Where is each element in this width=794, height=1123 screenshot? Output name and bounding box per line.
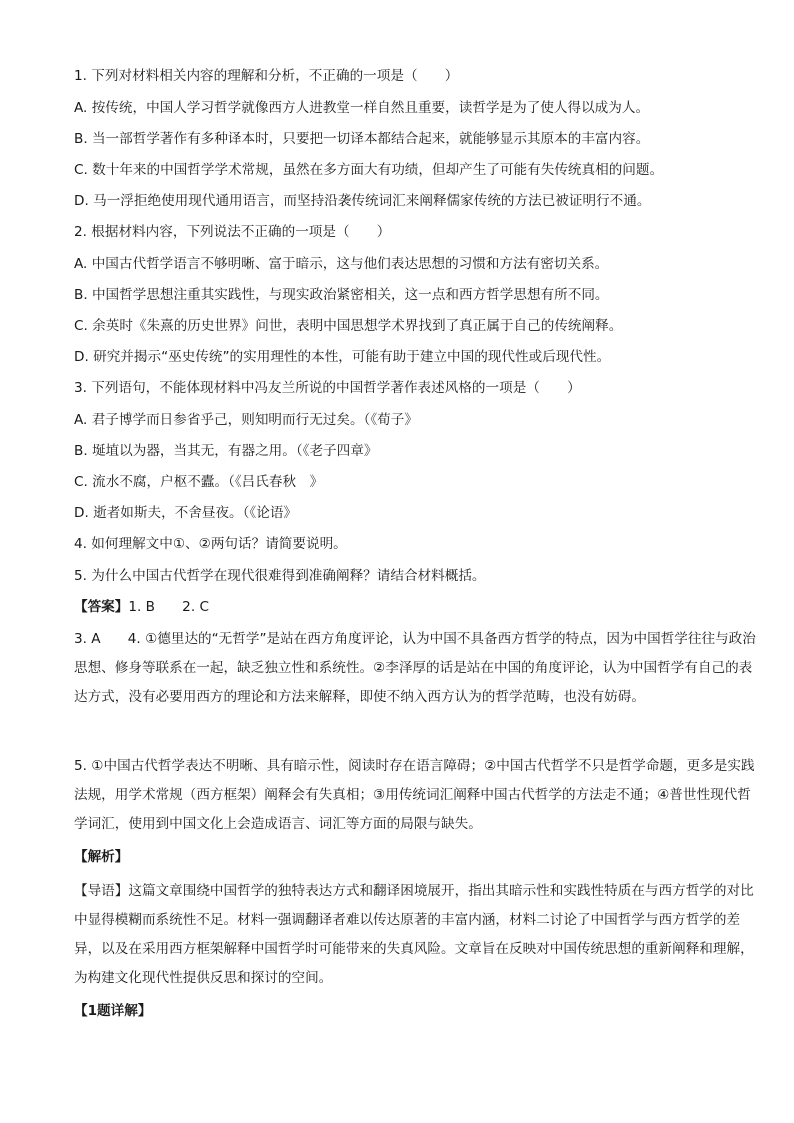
question-3-option-a: A. 君子博学而日参省乎己，则知明而行无过矣。（《荀子》 [74,412,418,428]
answer-5: 5. ①中国古代哲学表达不明晰、具有暗示性，阅读时存在语言障碍；②中国古代哲学不只是哲学命题，更多是实践法规，用学术常规（西方框架）阐释会有失真相；③用传统词汇阐释中国古代哲学的方法走不通；④普世性现代哲学词汇，使用到中国文化上会造成语言、词汇等方面的局限与缺失。 [74,758,755,832]
question-3-option-b: B. 埏埴以为器，当其无，有器之用。（《老子四章》 [74,443,378,459]
question-3-option-d: D. 逝者如斯夫，不舍昼夜。（《论语》 [74,505,298,521]
question-4-stem: 4. 如何理解文中①、②两句话？请简要说明。 [74,536,347,552]
answer-label: 【答案】 [74,599,129,615]
question-2-stem: 2. 根据材料内容，下列说法不正确的一项是（ ） [74,224,391,240]
question-1-option-d: D. 马一浮拒绝使用现代通用语言，而坚持沿袭传统词汇来阐释儒家传统的方法已被证明行不通。 [74,193,651,209]
question-1-option-c: C. 数十年来的中国哲学学术常规，虽然在多方面大有功绩，但却产生了可能有失传统真相的问题。 [74,162,664,178]
question-2-option-c: C. 余英时《朱熹的历史世界》问世，表明中国思想学术界找到了真正属于自己的传统阐释。 [74,318,623,334]
analysis-guide: 【导语】这篇文章围绕中国哲学的独特表达方式和翻译困境展开，指出其暗示性和实践性特质在与西方哲学的对比中显得模糊而系统性不足。材料一强调翻译者难以传达原著的丰富内涵，材料二讨论了中国哲学与西方哲学的差异，以及在采用西方框架解释中国哲学时可能带来的失真风险。文章旨在反映对中国传统思想的重新阐释和理解，为构建文化现代性提供反思和探讨的空间。 [74,883,754,986]
question-2-option-d: D. 研究并揭示“巫史传统”的实用理性的本性，可能有助于建立中国的现代性或后现代性。 [74,349,611,365]
question-1-option-a: A. 按传统，中国人学习哲学就像西方人进教堂一样自然且重要，读哲学是为了使人得以成为人。 [74,100,650,116]
question-3-stem: 3. 下列语句，不能体现材料中冯友兰所说的中国哲学著作表述风格的一项是（ ） [74,380,581,396]
question-3-option-c: C. 流水不腐，户枢不蠹。（《吕氏春秋 》 [74,474,324,490]
answer-1-2: 1. B 2. C [128,599,209,615]
answer-3-4: 3. A 4. ①德里达的“无哲学”是站在西方角度评论，认为中国不具备西方哲学的特点，因为中国哲学往往与政治思想、修身等联系在一起，缺乏独立性和系统性。②李泽厚的话是站在中国的角度评论，认为中国哲学有自己的表达方式，没有必要用西方的理论和方法来解释，即使不纳入西方认为的哲学范畴，也没有妨碍。 [74,631,756,705]
question-1-stem: 1. 下列对材料相关内容的理解和分析，不正确的一项是（ ） [74,68,459,84]
question-5-stem: 5. 为什么中国古代哲学在现代很难得到准确阐释？请结合材料概括。 [74,568,486,584]
analysis-label: 【解析】 [74,849,129,865]
detail-1-heading: 【1题详解】 [74,1003,152,1019]
question-2-option-b: B. 中国哲学思想注重其实践性，与现实政治紧密相关，这一点和西方哲学思想有所不同。 [74,287,609,303]
question-2-option-a: A. 中国古代哲学语言不够明晰、富于暗示，这与他们表达思想的习惯和方法有密切关系。 [74,256,609,272]
question-1-option-b: B. 当一部哲学著作有多种译本时，只要把一切译本都结合起来，就能够显示其原本的丰富内容。 [74,131,650,147]
answer-line [74,597,754,617]
